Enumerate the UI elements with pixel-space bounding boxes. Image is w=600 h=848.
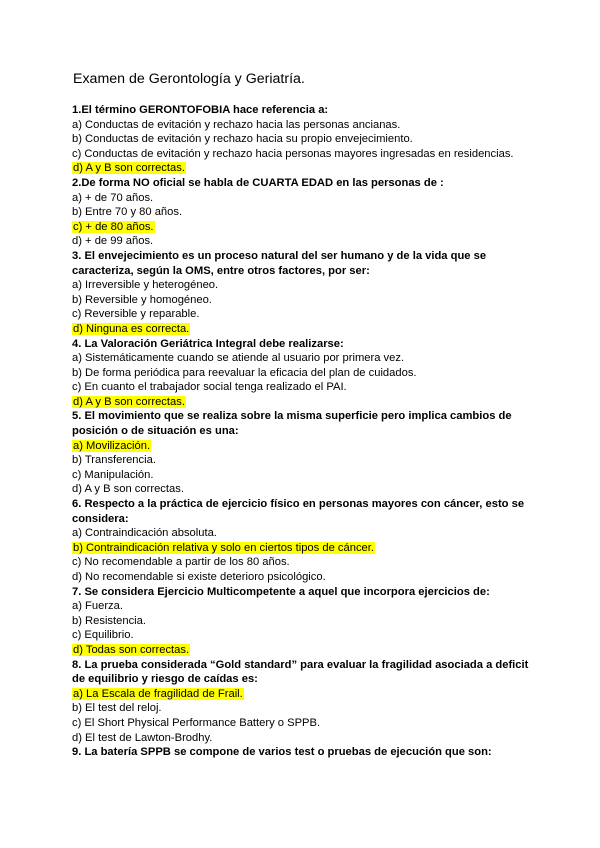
option-d: d) + de 99 años.: [72, 235, 154, 248]
question-text: 7. Se considera Ejercicio Multicompetente a aquel que incorpora ejercicios de:: [72, 585, 490, 598]
option-d-correct: d) A y B son correctas.: [73, 162, 185, 175]
option-a: a) Contraindicación absoluta.: [72, 527, 217, 540]
question-2: [72, 176, 542, 249]
option-c-correct: c) + de 80 años.: [73, 220, 154, 233]
question-list: [72, 103, 542, 760]
option-b: b) Resistencia.: [72, 614, 146, 627]
option-d: d) No recomendable si existe deterioro psicológico.: [72, 571, 326, 583]
question-9: [72, 745, 542, 760]
question-8: [72, 658, 542, 746]
option-a-correct: a) La Escala de fragilidad de Frail.: [73, 687, 243, 700]
option-c: c) No recomendable a partir de los 80 años.: [72, 556, 290, 569]
option-c: c) Equilibrio.: [72, 629, 134, 642]
exam-title: Examen de Gerontología y Geriatría.: [73, 71, 305, 87]
option-a-correct: a) Movilización.: [73, 439, 151, 452]
option-a: a) + de 70 años.: [72, 191, 154, 204]
option-b: b) Reversible y homogéneo.: [72, 293, 212, 306]
option-b: b) Entre 70 y 80 años.: [72, 206, 183, 219]
option-c: c) Conductas de evitación y rechazo hacia personas mayores ingresadas en residencias.: [72, 147, 514, 160]
option-d: d) A y B son correctas.: [72, 483, 184, 496]
question-5: [72, 409, 542, 497]
option-a: a) Conductas de evitación y rechazo hacia las personas ancianas.: [72, 118, 401, 131]
question-text: 5. El movimiento que se realiza sobre la misma superficie pero implica cambios de posición o de situación es una:: [72, 410, 512, 438]
question-text: 9. La batería SPPB se compone de varios test o pruebas de ejecución que son:: [72, 746, 492, 759]
question-6: [72, 497, 542, 585]
option-d-correct: d) Ninguna es correcta.: [73, 322, 190, 335]
option-d-correct: d) A y B son correctas.: [73, 395, 185, 408]
option-c: c) Manipulación.: [72, 468, 154, 481]
option-b: b) De forma periódica para reevaluar la eficacia del plan de cuidados.: [72, 366, 417, 379]
question-text: 6. Respecto a la práctica de ejercicio físico en personas mayores con cáncer, esto se considera:: [72, 498, 525, 525]
question-text: 4. La Valoración Geriátrica Integral debe realizarse:: [72, 337, 344, 350]
option-b: b) Transferencia.: [72, 454, 156, 467]
question-text: 3. El envejecimiento es un proceso natural del ser humano y de la vida que se caracteriza, según la OMS, entre otros factores, por ser:: [72, 249, 487, 277]
option-b: b) Conductas de evitación y rechazo hacia su propio envejecimiento.: [72, 133, 413, 146]
option-c: c) El Short Physical Performance Battery o SPPB.: [72, 716, 321, 729]
question-text: 2.De forma NO oficial se habla de CUARTA EDAD en las personas de :: [72, 176, 444, 189]
option-a: a) Irreversible y heterogéneo.: [72, 279, 219, 292]
option-d: d) El test de Lawton-Brodhy.: [72, 731, 213, 744]
option-c: c) Reversible y reparable.: [72, 308, 200, 321]
option-a: a) Fuerza.: [72, 600, 123, 613]
option-d-correct: d) Todas son correctas.: [73, 643, 190, 656]
option-b: b) El test del reloj.: [72, 702, 162, 715]
question-1: [72, 103, 542, 176]
option-c: c) En cuanto el trabajador social tenga realizado el PAI.: [72, 381, 347, 394]
question-4: [72, 337, 542, 410]
option-b-correct: b) Contraindicación relativa y solo en ciertos tipos de cáncer.: [73, 541, 374, 554]
option-a: a) Sistemáticamente cuando se atiende al usuario por primera vez.: [72, 352, 405, 365]
question-text: 8. La prueba considerada “Gold standard” para evaluar la fragilidad asociada a deficit de equilibrio y riesgo de caídas es:: [72, 658, 529, 686]
question-text: 1.El término GERONTOFOBIA hace referencia a:: [72, 104, 329, 116]
question-7: [72, 585, 542, 658]
question-3: [72, 249, 542, 337]
